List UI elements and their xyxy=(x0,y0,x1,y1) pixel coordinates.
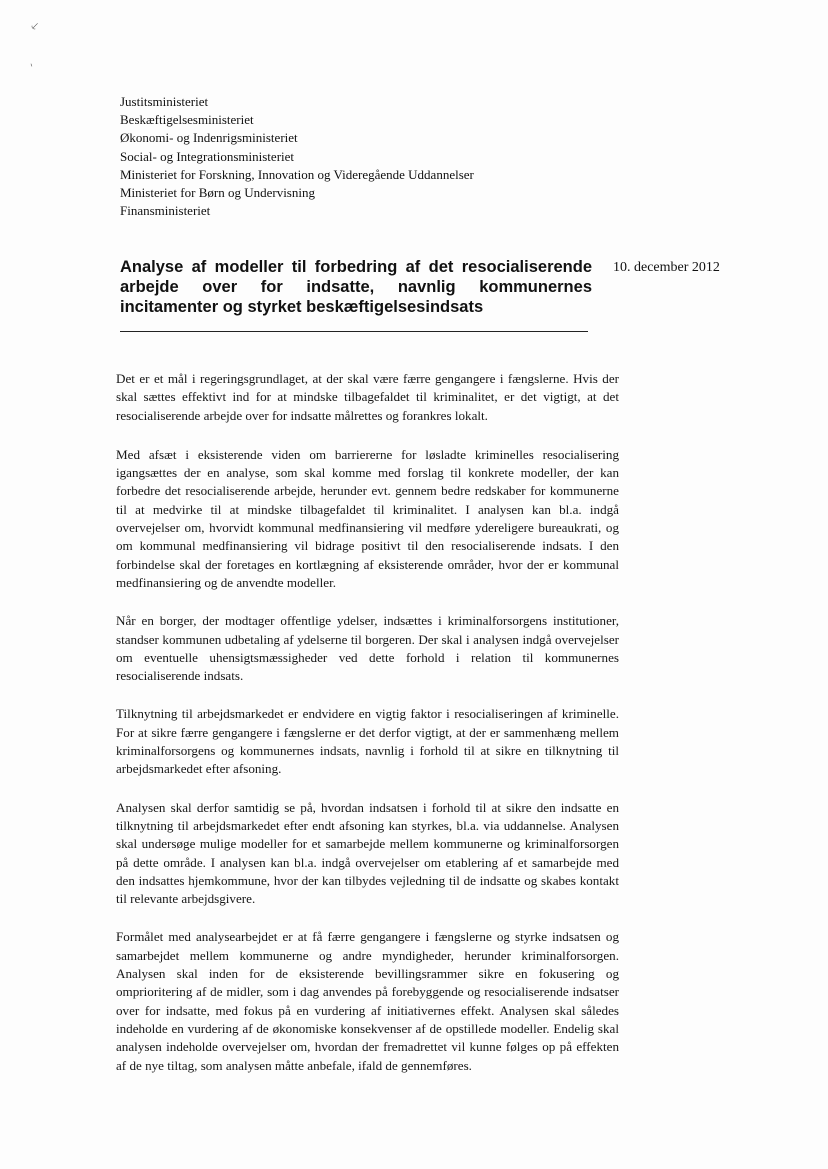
body-paragraph: Med afsæt i eksisterende viden om barriererne for løsladte kriminelles resocialisering igangsættes der en analyse, som skal komme med forslag til konkrete modeller, der kan forbedre det resocialiserende arbejde, herunder evt. gennem bedre redskaber for kommunerne til at medvirke til at mindske tilbagefaldet til kriminalitet. I analysen kan bl.a. indgå overvejelser om, hvorvidt kommunal medfinansiering vil medføre ydereligere bureaukrati, og om kommunal medfinansiering vil bidrage positivt til den resocialiserende indsats. I den forbindelse skal der foretages en kortlægning af eksisterende områder, hvor der er kommunal medfinansiering og de anvendte modeller. xyxy=(116,446,619,590)
recipient-ministry: Finansministeriet xyxy=(120,203,211,219)
recipient-ministry: Social- og Integrationsministeriet xyxy=(120,148,295,164)
body-paragraph: Formålet med analysearbejdet er at få færre gengangere i fængslerne og styrke indsatsen og samarbejdet mellem kommunerne og andre myndigheder, herunder kriminalforsorgen. Analysen skal inden for de eksisterende bevillingsrammer sikre en fokusering og omprioritering af de midler, som i dag anvendes på forebyggende og resocialiserende indsatser over for indsatte, med fokus på en vurdering af initiativernes effekt. Analysen skal således indeholde en vurdering af de økonomiske konsekvenser af de opstillede modeller. Endelig skal analysen indeholde overvejelser om, hvordan der fremadrettet vil kunne følges op på effekten af de nye tiltag, som analysen måtte anbefale, ifald de gennemføres. xyxy=(116,929,619,1073)
body-paragraph: Tilknytning til arbejdsmarkedet er endvidere en vigtig faktor i resocialiseringen af kriminelle. For at sikre færre gengangere i fængslerne er det derfor vigtigt, at der er sammenhæng mellem kriminalforsorgens og kommunernes indsats, navnlig i forhold til at sikre en tilknytning til arbejdsmarkedet efter afsoning. xyxy=(116,706,619,777)
document-date: 10. december 2012 xyxy=(613,260,720,275)
body-paragraph: Det er et mål i regeringsgrundlaget, at der skal være færre gengangere i fængslerne. Hvis der skal sættes effektivt ind for at mindske tilbagefaldet til kriminalitet, er det vigtigt, at det resocialiserende arbejde over for indsatte målrettes og forankres lokalt. xyxy=(116,371,619,423)
heading-divider xyxy=(120,331,588,332)
body-paragraph: Når en borger, der modtager offentlige ydelser, indsættes i kriminalforsorgens institutioner, standser kommunen udbetaling af ydelserne til borgeren. Der skal i analysen indgå overvejelser om eventuelle uhensigtsmæssigheder ved dette forhold i relation til kommunernes resocialiserende indsats. xyxy=(116,613,619,684)
recipient-ministry: Økonomi- og Indenrigsministeriet xyxy=(120,130,298,146)
document-subject-heading: Analyse af modeller til forbedring af det resocialiserende arbejde over for indsatte, navnlig kommunernes incitamenter og styrket beskæftigelsesindsats xyxy=(120,258,592,316)
recipient-ministry: Ministeriet for Børn og Undervisning xyxy=(120,185,315,201)
document-body xyxy=(116,370,619,1095)
scan-artifact-mark: ⸔ xyxy=(30,19,40,33)
recipient-ministry: Justitsministeriet xyxy=(120,94,209,109)
recipient-ministries-list xyxy=(120,93,600,220)
body-paragraph: Analysen skal derfor samtidig se på, hvordan indsatsen i forhold til at sikre den indsatte en tilknytning til arbejdsmarkedet efter endt afsoning kan styrkes, bl.a. via uddannelse. Analysen skal undersøge mulige modeller for et samarbejde mellem kommunerne og kriminalforsorgen på dette område. I analysen kan bl.a. indgå overvejelser om etablering af et samarbejde med den indsattes hjemkommune, hvor der kan tilbydes vejledning til de indsatte og skabes kontakt til relevante arbejdsgivere. xyxy=(116,799,619,907)
recipient-ministry: Beskæftigelsesministeriet xyxy=(120,112,254,128)
scan-artifact-mark: ٰ xyxy=(28,65,33,76)
recipient-ministry: Ministeriet for Forskning, Innovation og Videregående Uddannelser xyxy=(120,166,474,182)
